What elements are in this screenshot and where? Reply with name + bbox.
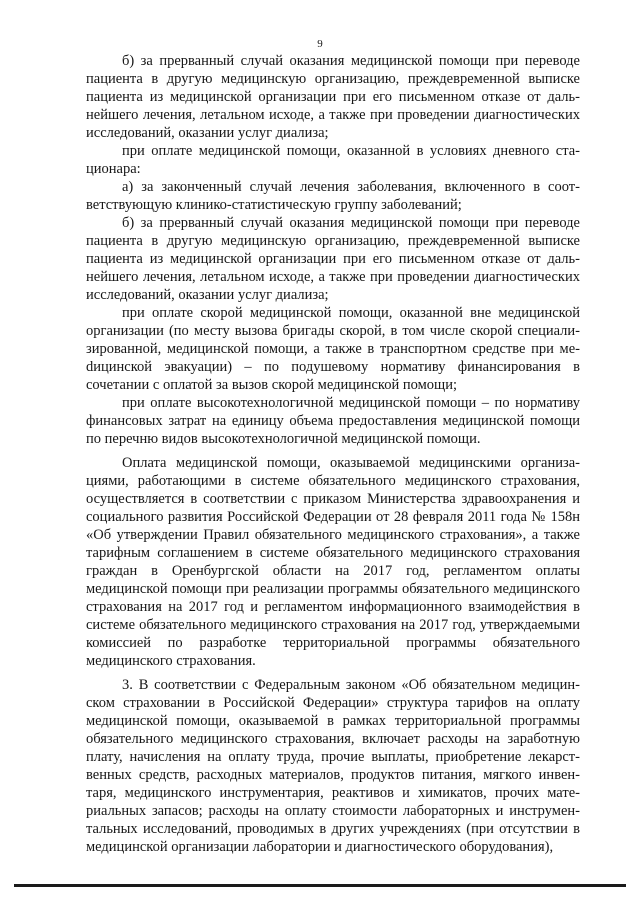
paragraph-interrupted-case-hospital: б) за прерванный случай оказания медицинской помощи при переводе пациента в другую медицинскую организацию, преждевременной выписке пациента из медицинской организации при его письменном отказе от дальнейшего лечения, летальном исходе, а также при проведении диагностических исследований, оказании услуг диализа; (86, 53, 580, 141)
page-number: 9 (317, 38, 323, 50)
document-body (86, 52, 580, 856)
page-bottom-rule (14, 884, 626, 887)
paragraph-high-tech-payment: при оплате высокотехнологичной медицинской помощи – по нормативу финансовых затрат на единицу объема предоставления медицинской помощи по перечню видов высокотехнологичной медицинской помощи. (86, 395, 580, 447)
paragraph-completed-case: а) за законченный случай лечения заболевания, включенного в соответствующую клинико-статистическую группу заболеваний; (86, 179, 580, 213)
paragraph-payment-regulations: Оплата медицинской помощи, оказываемой медицинскими организациями, работающими в системе обязательного медицинского страхования, осуществляется в соответствии с приказом Министерства здравоохранения и социального развития Российской Федерации от 28 февраля 2011 года № 158н «Об утверждении Правил обязательного медицинского страхования», а также тарифным соглашением в системе обязательного медицинского страхования граждан в Оренбургской области на 2017 год, регламентом оплаты медицинской помощи при реализации программы обязательного медицинского страхования на 2017 год и регламентом информационного взаимодействия в системе обязательного медицинского страхования на 2017 год, утверждаемыми комиссией по разработке территориальной программы обязательного медицинского страхования. (86, 455, 580, 669)
paragraph-interrupted-case-day-hospital: б) за прерванный случай оказания медицинской помощи при переводе пациента в другую медицинскую организацию, преждевременной выписке пациента из медицинской организации при его письменном отказе от дальнейшего лечения, летальном исходе, а также при проведении диагностических исследований, оказании услуг диализа; (86, 215, 580, 303)
paragraph-ambulance-payment: при оплате скорой медицинской помощи, оказанной вне медицинской организации (по месту вызова бригады скорой, в том числе скорой специализированной, медицинской помощи, а также в транспортном средстве при меdицинской эвакуации) – по подушевому нормативу финансирования в сочетании с оплатой за вызов скорой медицинской помощи; (86, 305, 580, 393)
paragraph-tariff-structure: 3. В соответствии с Федеральным законом «Об обязательном медицинском страховании в Российской Федерации» структура тарифов на оплату медицинской помощи, оказываемой в рамках территориальной программы обязательного медицинского страхования, включает расходы на заработную плату, начисления на оплату труда, прочие выплаты, приобретение лекарственных средств, расходных материалов, продуктов питания, мягкого инвентаря, медицинского инструментария, реактивов и химикатов, прочих материальных запасов; расходы на оплату стоимости лабораторных и инструментальных исследований, проводимых в других учреждениях (при отсутствии в медицинской организации лаборатории и диагностического оборудования), (86, 677, 580, 855)
paragraph-day-hospital-payment: при оплате медицинской помощи, оказанной в условиях дневного стационара: (86, 143, 580, 177)
